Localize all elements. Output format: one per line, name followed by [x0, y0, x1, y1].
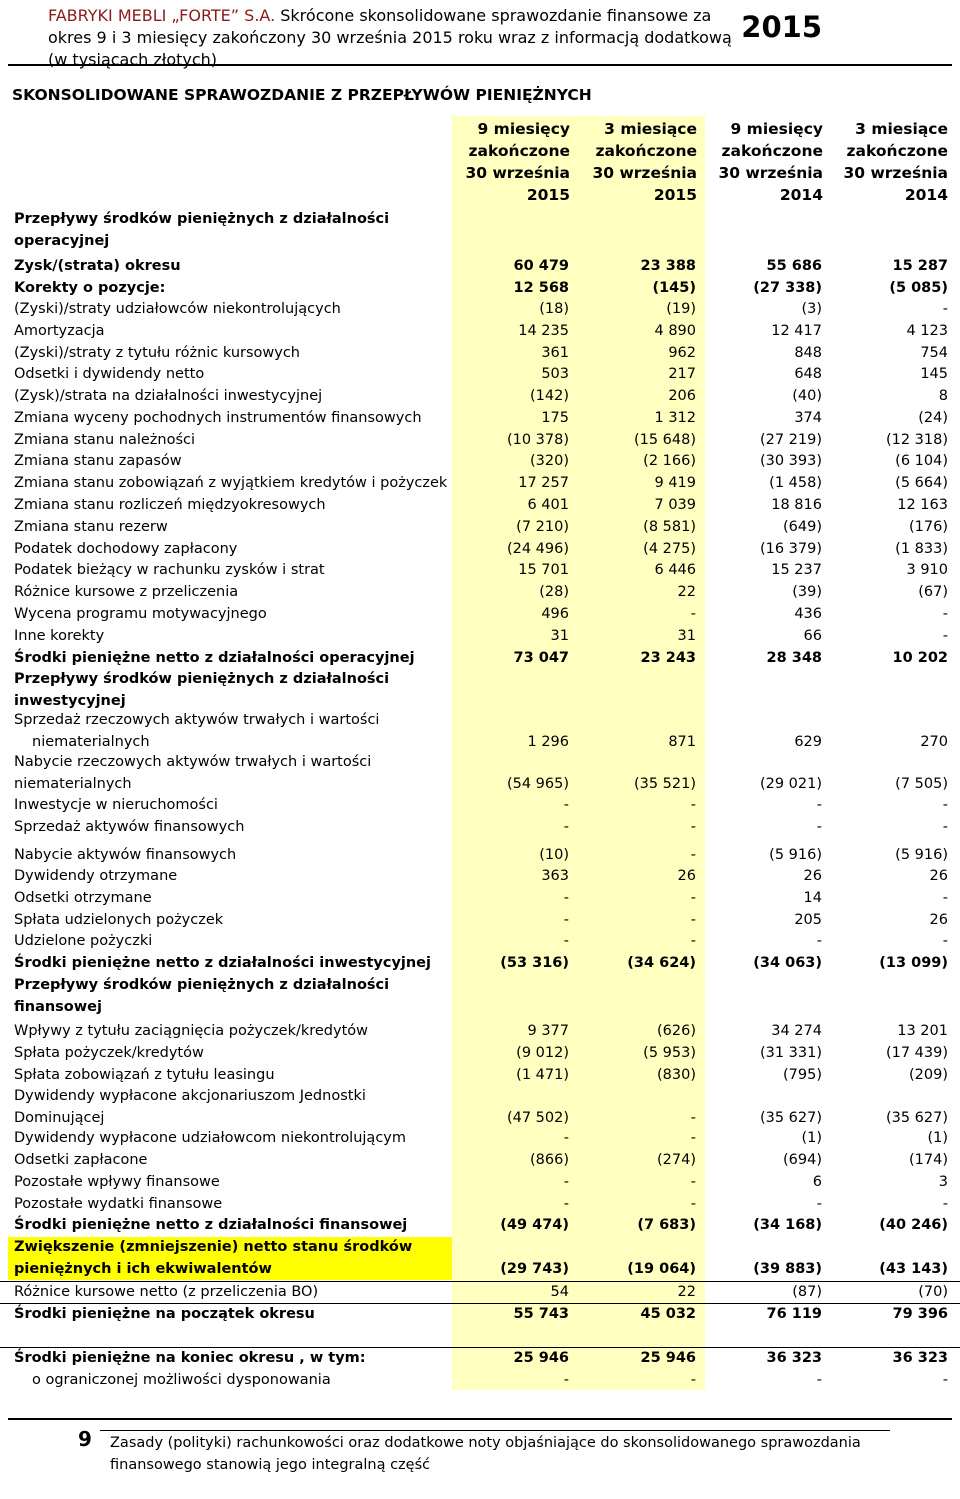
cell-value: (35 521) [633, 775, 696, 792]
cell-value: 3 910 [906, 562, 948, 578]
table-row [0, 910, 960, 932]
cell-value: (5 664) [895, 475, 948, 491]
cell-value: 55 743 [513, 1306, 569, 1322]
cell-value: 14 [803, 890, 822, 906]
footer-divider [8, 1418, 952, 1420]
cell-value: (3) [801, 301, 822, 317]
cell-value: (174) [909, 1152, 948, 1168]
table-row [0, 1172, 960, 1194]
cell-value: (67) [918, 584, 948, 600]
row-label: Inwestycje w nieruchomości [14, 797, 218, 813]
cell-value: - [816, 819, 822, 835]
cell-value: - [563, 912, 569, 928]
row-label: Środki pieniężne netto z działalności operacyjnej [14, 650, 415, 666]
table-row [0, 495, 960, 517]
row-label: (Zysk)/strata na działalności inwestycyjnej [14, 388, 323, 404]
row-label: Odsetki i dywidendy netto [14, 366, 205, 382]
cell-value: - [690, 1196, 696, 1212]
cell-value: - [690, 1130, 696, 1146]
cell-value: (19) [666, 301, 696, 317]
cell-value: (28) [539, 584, 569, 600]
cell-value: 363 [541, 868, 569, 884]
cell-value: 9 377 [527, 1023, 569, 1039]
cell-value: (43 143) [879, 1260, 948, 1277]
cell-value: 34 274 [771, 1023, 822, 1039]
cell-value: 374 [794, 410, 822, 426]
section-header-row [0, 209, 960, 252]
cell-value: (866) [530, 1152, 569, 1168]
cell-value: (31 331) [759, 1045, 822, 1061]
cell-value: 22 [677, 1284, 696, 1300]
page-number: 9 [78, 1427, 92, 1451]
row-label: (Zyski)/straty udziałowców niekontrolujących [14, 301, 341, 317]
cell-value: - [690, 912, 696, 928]
row-label: Przepływy środków pieniężnych z działalności inwestycyjnej [14, 671, 390, 709]
row-label: Nabycie aktywów finansowych [14, 847, 237, 863]
cell-value: - [563, 890, 569, 906]
cell-value: 10 202 [892, 650, 948, 666]
column-header-9m-2015: 9 miesięcy zakończone 30 września 2015 [465, 120, 570, 204]
row-label: Udzielone pożyczki [14, 933, 153, 949]
table-row [0, 1065, 960, 1087]
cell-value: - [942, 819, 948, 835]
report-description: Skrócone skonsolidowane sprawozdanie finansowe za okres 9 i 3 miesięcy zakończony 30 września 2015 roku wraz z informacją dodatkową (w tysiącach złotych) [48, 6, 732, 69]
cell-value: 848 [794, 345, 822, 361]
cell-value: (5 916) [895, 847, 948, 863]
cell-value: - [942, 1196, 948, 1212]
table-row [0, 364, 960, 386]
cell-value: (18) [539, 301, 569, 317]
cell-value: - [816, 933, 822, 949]
cell-value: 12 568 [513, 280, 569, 296]
table-row [0, 299, 960, 321]
section-header-row [0, 975, 960, 1018]
cell-value: (10 378) [506, 432, 569, 448]
cell-value: 1 296 [527, 733, 569, 750]
cell-value: 205 [794, 912, 822, 928]
cell-value: - [690, 606, 696, 622]
section-header-row [0, 669, 960, 712]
cell-value: (19 064) [627, 1260, 696, 1277]
cell-value: 13 201 [897, 1023, 948, 1039]
cell-value: (24) [918, 410, 948, 426]
cell-value: 55 686 [766, 258, 822, 274]
table-row [0, 408, 960, 430]
row-label: Wycena programu motywacyjnego [14, 606, 267, 622]
cell-value: 503 [541, 366, 569, 382]
cell-value: 36 323 [766, 1350, 822, 1366]
cell-value: (16 379) [759, 541, 822, 557]
cell-value: 26 [677, 868, 696, 884]
cell-value: (320) [530, 453, 569, 469]
cell-value: (209) [909, 1067, 948, 1083]
row-label: o ograniczonej możliwości dysponowania [32, 1372, 331, 1388]
cell-value: - [690, 1372, 696, 1388]
cell-value: - [563, 933, 569, 949]
cell-value: (1 471) [516, 1067, 569, 1083]
row-label: Dywidendy wypłacone akcjonariuszom Jednostki Dominującej [14, 1088, 366, 1126]
cell-value: (39) [792, 584, 822, 600]
cell-value: - [563, 797, 569, 813]
cell-value: 36 323 [892, 1350, 948, 1366]
row-label: Spłata pożyczek/kredytów [14, 1045, 204, 1061]
cell-value: 12 163 [897, 497, 948, 513]
cell-value: (2 166) [643, 453, 696, 469]
cell-value: (5 085) [889, 280, 948, 296]
cell-value: 22 [677, 584, 696, 600]
cell-value: 25 946 [640, 1350, 696, 1366]
footer-note: Zasady (polityki) rachunkowości oraz dodatkowe noty objaśniające do skonsolidowanego sprawozdania finansowego stanowią jego integralną część [110, 1435, 861, 1473]
row-label: Środki pieniężne netto z działalności finansowej [14, 1217, 408, 1233]
cell-value: (1) [801, 1130, 822, 1146]
cell-value: 361 [541, 345, 569, 361]
cell-value: (9 012) [516, 1045, 569, 1061]
cell-value: (70) [918, 1284, 948, 1300]
table-row [0, 517, 960, 539]
cell-value: 270 [920, 733, 948, 750]
company-name: FABRYKI MEBLI „FORTE” S.A. [48, 6, 276, 25]
cell-value: - [942, 628, 948, 644]
table-row [0, 278, 960, 300]
cell-value: (87) [792, 1284, 822, 1300]
row-label: Przepływy środków pieniężnych z działalności operacyjnej [14, 211, 390, 249]
cell-value: 15 237 [771, 562, 822, 578]
row-label: Zmiana stanu należności [14, 432, 196, 448]
row-label: Odsetki otrzymane [14, 890, 152, 906]
cell-value: - [942, 933, 948, 949]
row-label: (Zyski)/straty z tytułu różnic kursowych [14, 345, 300, 361]
cell-value: (7 505) [895, 775, 948, 792]
table-row [0, 386, 960, 408]
cell-value: - [690, 1109, 696, 1126]
table-row [0, 430, 960, 452]
row-label: Różnice kursowe netto (z przeliczenia BO) [14, 1284, 319, 1300]
cell-value: 436 [794, 606, 822, 622]
cell-value: - [690, 890, 696, 906]
cell-value: (6 104) [895, 453, 948, 469]
table-row [0, 953, 960, 975]
table-row [0, 1128, 960, 1150]
cell-value: (49 474) [500, 1217, 569, 1233]
cell-value: 206 [668, 388, 696, 404]
cell-value: - [563, 1130, 569, 1146]
table-row [0, 795, 960, 817]
cell-value: 496 [541, 606, 569, 622]
row-label: Sprzedaż rzeczowych aktywów trwałych i wartości niematerialnych [14, 712, 380, 750]
cell-value: 25 946 [513, 1350, 569, 1366]
cell-value: 217 [668, 366, 696, 382]
cell-value: (4 275) [643, 541, 696, 557]
cell-value: (27 338) [753, 280, 822, 296]
cell-value: 18 816 [771, 497, 822, 513]
cell-value: (40 246) [879, 1217, 948, 1233]
cell-value: (47 502) [506, 1109, 569, 1126]
table-row [0, 817, 960, 839]
row-label: Zmiana stanu zobowiązań z wyjątkiem kredytów i pożyczek [14, 475, 448, 491]
row-label: Dywidendy otrzymane [14, 868, 178, 884]
cell-value: (30 393) [759, 453, 822, 469]
cell-value: (5 953) [643, 1045, 696, 1061]
row-label: Środki pieniężne na początek okresu [14, 1306, 315, 1322]
cell-value: (8 581) [643, 519, 696, 535]
cell-value: 26 [929, 912, 948, 928]
row-label: Podatek dochodowy zapłacony [14, 541, 238, 557]
row-label: Odsetki zapłacone [14, 1152, 148, 1168]
cell-value: (34 168) [753, 1217, 822, 1233]
cell-value: 26 [803, 868, 822, 884]
cell-value: (27 219) [759, 432, 822, 448]
row-label: Środki pieniężne na koniec okresu , w tym: [14, 1350, 366, 1366]
cell-value: 962 [668, 345, 696, 361]
cell-value: (24 496) [506, 541, 569, 557]
column-header-9m-2014: 9 miesięcy zakończone 30 września 2014 [718, 120, 823, 204]
row-label: Korekty o pozycje: [14, 280, 166, 296]
table-row [0, 473, 960, 495]
cell-value: 648 [794, 366, 822, 382]
cell-value: (17 439) [885, 1045, 948, 1061]
row-label: Podatek bieżący w rachunku zysków i strat [14, 562, 325, 578]
table-row [0, 604, 960, 626]
cell-value: (5 916) [769, 847, 822, 863]
cell-value: 15 287 [892, 258, 948, 274]
cell-value: - [563, 1174, 569, 1190]
cell-value: - [942, 1372, 948, 1388]
cell-value: (40) [792, 388, 822, 404]
table-row [0, 845, 960, 867]
cell-value: 28 348 [766, 650, 822, 666]
cell-value: (13 099) [879, 955, 948, 971]
row-label: Zmiana stanu rozliczeń międzyokresowych [14, 497, 326, 513]
cell-value: 26 [929, 868, 948, 884]
cell-value: (626) [657, 1023, 696, 1039]
row-label: Amortyzacja [14, 323, 105, 339]
row-label: Spłata udzielonych pożyczek [14, 912, 224, 928]
cell-value: 60 479 [513, 258, 569, 274]
row-label: Sprzedaż aktywów finansowych [14, 819, 245, 835]
cell-value: 4 123 [906, 323, 948, 339]
row-label: Zwiększenie (zmniejszenie) netto stanu środków pieniężnych i ich ekwiwalentów [14, 1239, 413, 1277]
table-row [0, 1086, 960, 1129]
table-row [0, 1347, 960, 1370]
cell-value: (10) [539, 847, 569, 863]
column-header-3m-2015: 3 miesiące zakończone 30 września 2015 [592, 120, 697, 204]
cell-value: (830) [657, 1067, 696, 1083]
cell-value: 3 [938, 1174, 948, 1190]
cell-value: - [690, 1174, 696, 1190]
cell-value: - [690, 797, 696, 813]
column-header-3m-2014: 3 miesiące zakończone 30 września 2014 [843, 120, 948, 204]
cell-value: (35 627) [885, 1109, 948, 1126]
cell-value: 15 701 [518, 562, 569, 578]
cell-value: - [816, 1372, 822, 1388]
cell-value: - [942, 606, 948, 622]
row-label: Inne korekty [14, 628, 105, 644]
cell-value: 7 039 [654, 497, 696, 513]
table-row [0, 256, 960, 278]
row-label: Zmiana wyceny pochodnych instrumentów finansowych [14, 410, 422, 426]
cell-value: 79 396 [892, 1306, 948, 1322]
cell-value: 871 [668, 733, 696, 750]
cell-value: 4 890 [654, 323, 696, 339]
cell-value: 12 417 [771, 323, 822, 339]
table-row [0, 582, 960, 604]
table-row [0, 1237, 960, 1280]
row-label: Pozostałe wydatki finansowe [14, 1196, 223, 1212]
cell-value: - [563, 1196, 569, 1212]
row-label: Środki pieniężne netto z działalności inwestycyjnej [14, 955, 431, 971]
table-row [0, 1370, 960, 1392]
table-row [0, 710, 960, 753]
cell-value: (7 210) [516, 519, 569, 535]
cell-value: (1 833) [895, 541, 948, 557]
cell-value: (35 627) [759, 1109, 822, 1126]
cell-value: (53 316) [500, 955, 569, 971]
cell-value: 14 235 [518, 323, 569, 339]
table-row [0, 343, 960, 365]
cell-value: 9 419 [654, 475, 696, 491]
cell-value: - [816, 1196, 822, 1212]
cell-value: - [563, 819, 569, 835]
cell-value: (39 883) [753, 1260, 822, 1277]
cell-value: 6 401 [527, 497, 569, 513]
cell-value: (34 624) [627, 955, 696, 971]
statement-title: SKONSOLIDOWANE SPRAWOZDANIE Z PRZEPŁYWÓW PIENIĘŻNYCH [12, 86, 592, 104]
row-label: Zysk/(strata) okresu [14, 258, 181, 274]
cell-value: (7 683) [637, 1217, 696, 1233]
footer-note-divider [100, 1430, 890, 1431]
cell-value: - [942, 301, 948, 317]
table-row [0, 539, 960, 561]
cell-value: 1 312 [654, 410, 696, 426]
cell-value: (54 965) [506, 775, 569, 792]
cell-value: 54 [550, 1284, 569, 1300]
row-label: Przepływy środków pieniężnych z działalności finansowej [14, 977, 390, 1015]
cell-value: 76 119 [766, 1306, 822, 1322]
cell-value: - [690, 819, 696, 835]
table-row [0, 648, 960, 670]
cell-value: 754 [920, 345, 948, 361]
cell-value: (176) [909, 519, 948, 535]
cell-value: (29 021) [759, 775, 822, 792]
cell-value: 6 [812, 1174, 822, 1190]
cell-value: (15 648) [633, 432, 696, 448]
table-row [0, 1021, 960, 1043]
table-row [0, 1150, 960, 1172]
row-label: Spłata zobowiązań z tytułu leasingu [14, 1067, 275, 1083]
cell-value: - [942, 890, 948, 906]
row-label: Pozostałe wpływy finansowe [14, 1174, 220, 1190]
table-row [0, 888, 960, 910]
cell-value: (649) [783, 519, 822, 535]
cell-value: 31 [550, 628, 569, 644]
cell-value: 145 [920, 366, 948, 382]
table-row [0, 1303, 960, 1326]
cell-value: 175 [541, 410, 569, 426]
cell-value: (145) [652, 280, 696, 296]
row-label: Nabycie rzeczowych aktywów trwałych i wartości niematerialnych [14, 754, 372, 792]
row-label: Dywidendy wypłacone udziałowcom niekontrolującym [14, 1130, 406, 1146]
table-row [0, 321, 960, 343]
cell-value: 6 446 [654, 562, 696, 578]
cell-value: - [816, 797, 822, 813]
cell-value: - [563, 1372, 569, 1388]
cell-value: (274) [657, 1152, 696, 1168]
cell-value: 73 047 [513, 650, 569, 666]
cell-value: 23 243 [640, 650, 696, 666]
cell-value: (1 458) [769, 475, 822, 491]
table-row [0, 626, 960, 648]
cell-value: (29 743) [500, 1260, 569, 1277]
cell-value: (795) [783, 1067, 822, 1083]
cell-value: 45 032 [640, 1306, 696, 1322]
cell-value: 17 257 [518, 475, 569, 491]
cell-value: - [690, 933, 696, 949]
table-row [0, 1043, 960, 1065]
cell-value: 629 [794, 733, 822, 750]
cell-value: (694) [783, 1152, 822, 1168]
cell-value: - [690, 847, 696, 863]
row-label: Różnice kursowe z przeliczenia [14, 584, 239, 600]
cell-value: 23 388 [640, 258, 696, 274]
cell-value: (12 318) [885, 432, 948, 448]
cell-value: (34 063) [753, 955, 822, 971]
cell-value: (142) [530, 388, 569, 404]
table-row [0, 752, 960, 795]
cell-value: (1) [927, 1130, 948, 1146]
table-row [0, 560, 960, 582]
cell-value: 8 [938, 388, 948, 404]
row-label: Wpływy z tytułu zaciągnięcia pożyczek/kredytów [14, 1023, 369, 1039]
cell-value: - [942, 797, 948, 813]
row-label: Zmiana stanu zapasów [14, 453, 182, 469]
row-label: Zmiana stanu rezerw [14, 519, 168, 535]
table-row [0, 451, 960, 473]
table-row [0, 866, 960, 888]
header-year: 2015 [741, 10, 822, 44]
table-row [0, 1194, 960, 1216]
table-row [0, 1281, 960, 1304]
table-row [0, 1215, 960, 1237]
table-row [0, 931, 960, 953]
cell-value: 31 [677, 628, 696, 644]
cell-value: 66 [803, 628, 822, 644]
